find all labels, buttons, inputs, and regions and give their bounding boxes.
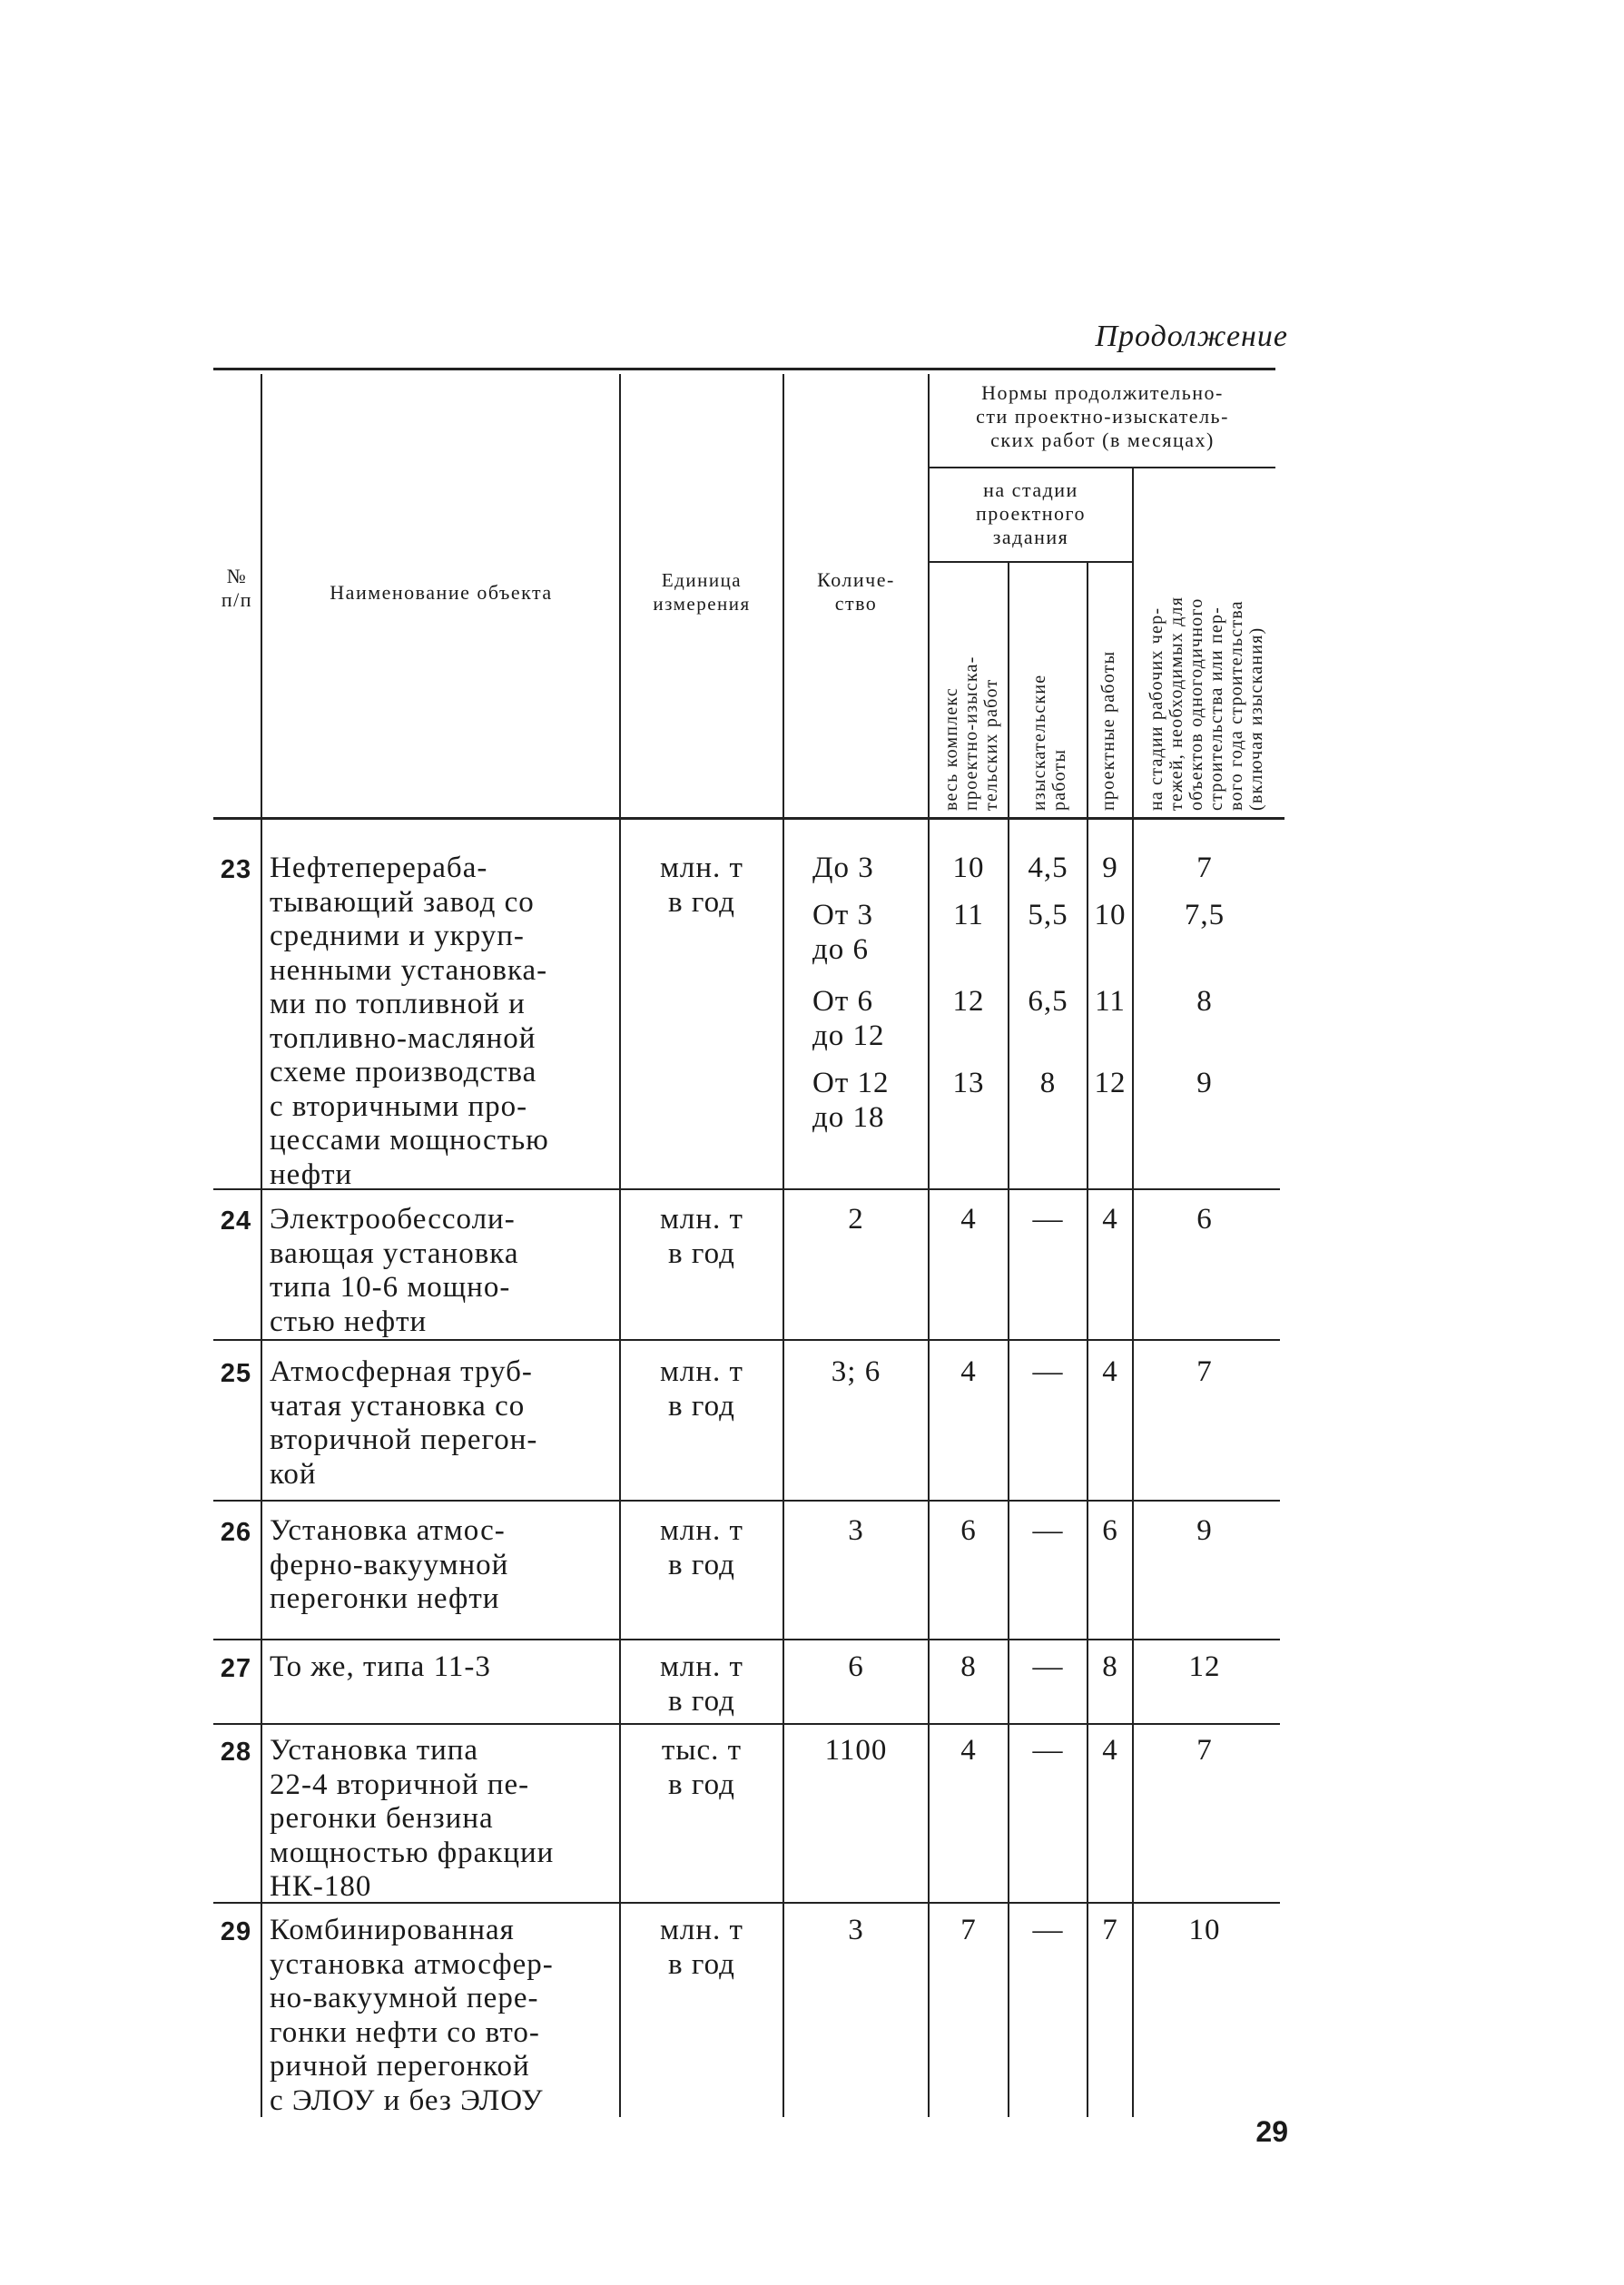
row-27-working: 12 xyxy=(1188,1650,1221,1683)
header-object-name: Наименование объекта xyxy=(330,581,553,604)
row-29-unit: млн. т в год xyxy=(660,1914,743,1981)
row-29-qty: 3 xyxy=(848,1914,864,1946)
row-27-design: 8 xyxy=(1102,1650,1118,1683)
row-divider-24-25 xyxy=(213,1339,1280,1341)
row-24-number: 24 xyxy=(220,1207,252,1236)
row-23-survey-4: 8 xyxy=(1039,1067,1057,1099)
row-26-qty: 3 xyxy=(848,1514,864,1547)
col-rule-5 xyxy=(1008,563,1009,2117)
row-24-name: Электрообессоли- вающая установка типа 10-6 мощно- стью нефти xyxy=(270,1203,519,1338)
continuation-label: Продолжение xyxy=(1095,320,1288,353)
row-27-number: 27 xyxy=(220,1654,252,1683)
row-23-survey-3: 6,5 xyxy=(1028,985,1068,1018)
row-25-working: 7 xyxy=(1196,1355,1213,1388)
row-27-unit: млн. т в год xyxy=(660,1650,743,1718)
header-design-works: проектные работы xyxy=(1098,650,1118,811)
header-project-stage: на стадии проектного задания xyxy=(975,478,1087,548)
row-23-design-2: 10 xyxy=(1094,899,1127,931)
col-rule-3 xyxy=(782,374,784,2117)
row-23-survey-2: 5,5 xyxy=(1028,899,1068,931)
row-26-total: 6 xyxy=(960,1514,977,1547)
row-29-survey: — xyxy=(1032,1914,1064,1946)
row-23-working-3: 8 xyxy=(1196,985,1213,1018)
row-23-name: Нефтеперераба- тывающий завод со средними и укруп- ненными установка- ми по топливной и топливно-масляной схеме производства с вторичными про- цессами мощностью нефти xyxy=(270,852,549,1191)
row-27-survey: — xyxy=(1032,1650,1064,1683)
row-divider-26-27 xyxy=(213,1639,1280,1640)
row-26-unit: млн. т в год xyxy=(660,1514,743,1581)
row-29-design: 7 xyxy=(1102,1914,1118,1946)
col-rule-7 xyxy=(1132,468,1134,2117)
row-25-design: 4 xyxy=(1102,1355,1118,1388)
row-29-working: 10 xyxy=(1188,1914,1221,1946)
header-quantity: Количе- ство xyxy=(817,568,895,615)
row-28-working: 7 xyxy=(1196,1734,1213,1767)
row-23-working-2: 7,5 xyxy=(1184,899,1225,931)
header-survey-works: изыскательские работы xyxy=(1029,674,1069,811)
page-number: 29 xyxy=(1255,2115,1288,2148)
col-rule-1 xyxy=(261,374,262,2117)
row-23-number: 23 xyxy=(220,855,252,884)
row-23-design-1: 9 xyxy=(1102,852,1118,884)
row-27-total: 8 xyxy=(960,1650,977,1683)
row-23-qty-1: До 3 xyxy=(812,852,874,884)
row-24-qty: 2 xyxy=(848,1203,864,1236)
row-25-survey: — xyxy=(1032,1355,1064,1388)
row-23-total-1: 10 xyxy=(952,852,985,884)
row-26-working: 9 xyxy=(1196,1514,1213,1547)
row-23-working-1: 7 xyxy=(1196,852,1213,884)
row-25-qty: 3; 6 xyxy=(831,1355,881,1388)
row-29-total: 7 xyxy=(960,1914,977,1946)
row-23-total-3: 12 xyxy=(952,985,985,1018)
header-norms: Нормы продолжительно- сти проектно-изыскатель- ских работ (в месяцах) xyxy=(976,381,1229,451)
header-number: № п/п xyxy=(221,565,253,611)
row-divider-27-28 xyxy=(213,1723,1280,1725)
header-unit: Единица измерения xyxy=(653,569,751,615)
header-working-drawings: на стадии рабочих чер- тежей, необходимых для объектов одногодичного строительства или пер- вого года строительства (включая изыскания) xyxy=(1147,596,1266,811)
row-29-number: 29 xyxy=(220,1917,252,1946)
row-24-unit: млн. т в год xyxy=(660,1203,743,1270)
norms-subheader-rule xyxy=(928,467,1275,468)
project-stage-rule xyxy=(928,561,1132,563)
row-26-name: Установка атмос- ферно-вакуумной перегонки нефти xyxy=(270,1514,509,1615)
row-28-name: Установка типа 22-4 вторичной пе- регонки бензина мощностью фракции НК-180 xyxy=(270,1734,555,1903)
header-bottom-rule xyxy=(213,817,1284,820)
row-24-survey: — xyxy=(1032,1203,1064,1236)
row-25-name: Атмосферная труб- чатая установка со вторичной перегон- кой xyxy=(270,1355,538,1491)
row-23-working-4: 9 xyxy=(1196,1067,1213,1099)
row-23-qty-2: От 3 до 6 xyxy=(812,899,874,966)
row-27-qty: 6 xyxy=(848,1650,864,1683)
row-23-design-4: 12 xyxy=(1094,1067,1127,1099)
row-23-total-4: 13 xyxy=(952,1067,985,1099)
row-28-number: 28 xyxy=(220,1738,252,1767)
row-23-unit: млн. т в год xyxy=(660,852,743,919)
row-23-total-2: 11 xyxy=(953,899,984,931)
row-27-name: То же, типа 11-3 xyxy=(270,1650,491,1683)
row-24-total: 4 xyxy=(960,1203,977,1236)
row-23-design-3: 11 xyxy=(1095,985,1126,1018)
row-29-name: Комбинированная установка атмосфер- но-вакуумной пере- гонки нефти со вто- ричной перегонкой с ЭЛОУ и без ЭЛОУ xyxy=(270,1914,554,2117)
row-25-total: 4 xyxy=(960,1355,977,1388)
row-26-design: 6 xyxy=(1102,1514,1118,1547)
row-23-qty-4: От 12 до 18 xyxy=(812,1067,890,1134)
row-24-design: 4 xyxy=(1102,1203,1118,1236)
row-23-survey-1: 4,5 xyxy=(1028,852,1068,884)
row-28-design: 4 xyxy=(1102,1734,1118,1767)
row-25-number: 25 xyxy=(220,1359,252,1388)
table-top-rule xyxy=(213,368,1275,370)
row-28-unit: тыс. т в год xyxy=(661,1734,743,1801)
row-26-number: 26 xyxy=(220,1518,252,1547)
row-28-total: 4 xyxy=(960,1734,977,1767)
row-divider-25-26 xyxy=(213,1500,1280,1502)
row-26-survey: — xyxy=(1032,1514,1064,1547)
row-23-qty-3: От 6 до 12 xyxy=(812,985,885,1052)
header-total-works: весь комплекс проектно-изыска- тельских работ xyxy=(941,655,1001,811)
row-28-qty: 1100 xyxy=(824,1734,888,1767)
row-25-unit: млн. т в год xyxy=(660,1355,743,1423)
col-rule-6 xyxy=(1087,563,1088,2117)
row-24-working: 6 xyxy=(1196,1203,1213,1236)
col-rule-4 xyxy=(928,374,930,2117)
row-28-survey: — xyxy=(1032,1734,1064,1767)
